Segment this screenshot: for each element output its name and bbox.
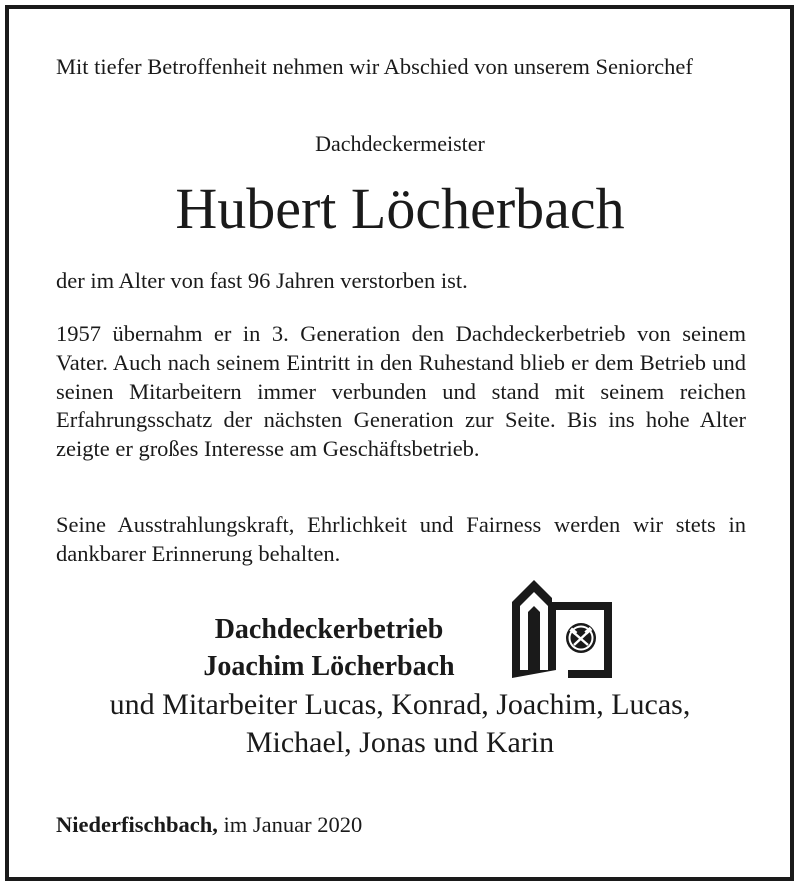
company-name-line1: Dachdeckerbetrieb (214, 614, 444, 645)
intro-text: Mit tiefer Betroffenheit nehmen wir Abschied von unserem Seniorchef (56, 54, 693, 79)
biography-paragraph: 1957 übernahm er in 3. Generation den Dachdeckerbetrieb von seinem Vater. Auch nach seinem Eintritt in den Ruhestand blieb er dem Betrieb und seinen Mitarbeitern immer verbunden und stand mit seinem reichen Erfahrungsschatz der nächsten Generation zur Seite. Bis ins hohe Alter zeigte er großes Interesse am Geschäftsbetrieb. (56, 321, 746, 462)
deceased-name: Hubert Löcherbach (175, 176, 625, 241)
staff-line2: Michael, Jonas und Karin (245, 726, 555, 759)
place-name: Niederfischbach, (56, 812, 218, 837)
staff-line1: und Mitarbeiter Lucas, Konrad, Joachim, Lucas, (109, 688, 691, 721)
roofer-guild-logo-icon (508, 578, 616, 682)
age-line: der im Alter von fast 96 Jahren verstorben ist. (56, 268, 468, 293)
deceased-title: Dachdeckermeister (315, 131, 485, 156)
tribute-paragraph: Seine Ausstrahlungskraft, Ehrlichkeit und Fairness werden wir stets in dankbarer Erinnerung behalten. (56, 512, 746, 566)
staff-list (0, 686, 800, 762)
place-date-line (56, 810, 362, 840)
company-name-line2: Joachim Löcherbach (203, 651, 455, 682)
date-text: im Januar 2020 (223, 812, 363, 837)
